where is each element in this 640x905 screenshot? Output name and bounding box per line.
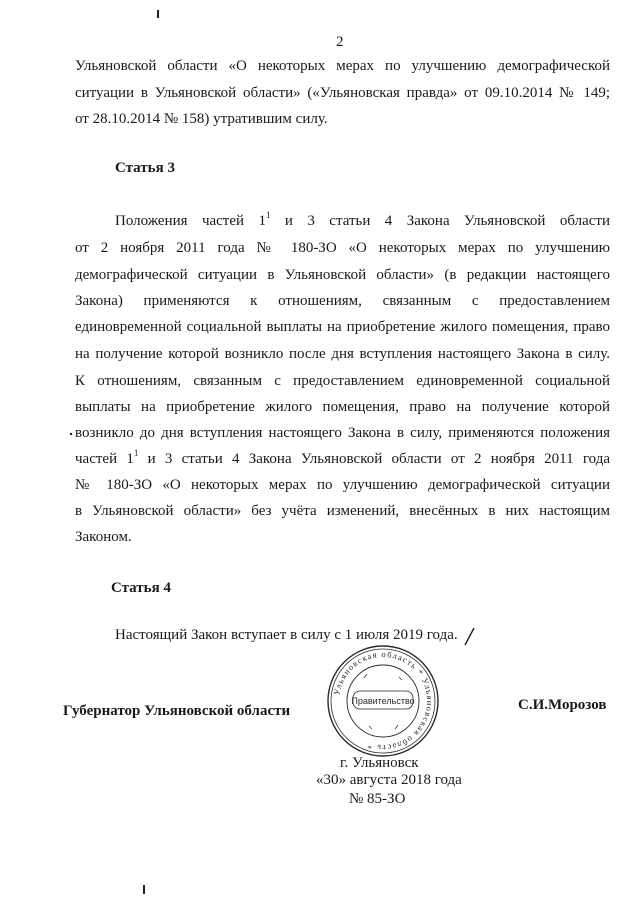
article-3-line: Законом. [75, 529, 132, 545]
article-3-line: № 180-ЗО «О некоторых мерах по улучшению демографической ситуации [75, 477, 610, 493]
article-3-line: в Ульяновской области» без учёта изменений, внесённых в них настоящим [75, 503, 610, 519]
scan-speck [70, 433, 72, 435]
article-3-line: Положения частей $1^1$ и 3 статьи 4 Закона Ульяновской области [115, 210, 611, 229]
footer-date: «30» августа 2018 года [316, 772, 462, 788]
svg-text:Правительство: Правительство [351, 696, 415, 706]
article-4-heading: Статья 4 [111, 580, 171, 596]
superscript: 1 [133, 448, 139, 458]
article-3-heading: Статья 3 [115, 160, 175, 176]
article-3-line: от 2 ноября 2011 года № 180-ЗО «О некоторых мерах по улучшению [75, 240, 610, 256]
svg-text:Ульяновская область * Ульяновс: Ульяновская область * Ульяновская область * [331, 648, 436, 754]
scan-speck [143, 885, 145, 894]
superscript: 1 [265, 210, 271, 220]
intro-line: ситуации в Ульяновской области» («Ульяновская правда» от 09.10.2014 № 149; [75, 85, 610, 101]
article-3-line: возникло до дня вступления настоящего Закона в силу, применяются положения [75, 425, 610, 441]
scan-speck [157, 10, 159, 18]
article-3-line: выплаты на приобретение жилого помещения, право на получение которой [75, 399, 610, 415]
intro-line: Ульяновской области «О некоторых мерах по улучшению демографической [75, 58, 610, 74]
article-3-line: К отношениям, связанным с предоставлением единовременной социальной [75, 373, 610, 389]
footer-city: г. Ульяновск [340, 755, 419, 771]
signature-position: Губернатор Ульяновской области [63, 703, 291, 719]
article-3-line: Закона) применяются к отношениям, связанным с предоставлением [75, 293, 610, 309]
pen-mark-icon [462, 624, 478, 648]
article-3-line: на получение которой возникло после дня вступления настоящего Закона в силу. [75, 346, 610, 362]
official-seal-icon [324, 642, 442, 760]
footer-number: № 85-ЗО [349, 791, 406, 807]
signature-name: С.И.Морозов [518, 697, 607, 713]
article-4-text: Настоящий Закон вступает в силу с 1 июля 2019 года. [115, 627, 458, 643]
article-3-line: единовременной социальной выплаты на приобретение жилого помещения, право [75, 319, 610, 335]
article-3-line: демографической ситуации в Ульяновской области» (в редакции настоящего [75, 267, 610, 283]
intro-line: от 28.10.2014 № 158) утратившим силу. [75, 111, 328, 127]
page-number: 2 [336, 34, 344, 50]
article-3-line: частей $1^1$ и 3 статьи 4 Закона Ульяновской области от 2 ноября 2011 года [75, 448, 610, 467]
